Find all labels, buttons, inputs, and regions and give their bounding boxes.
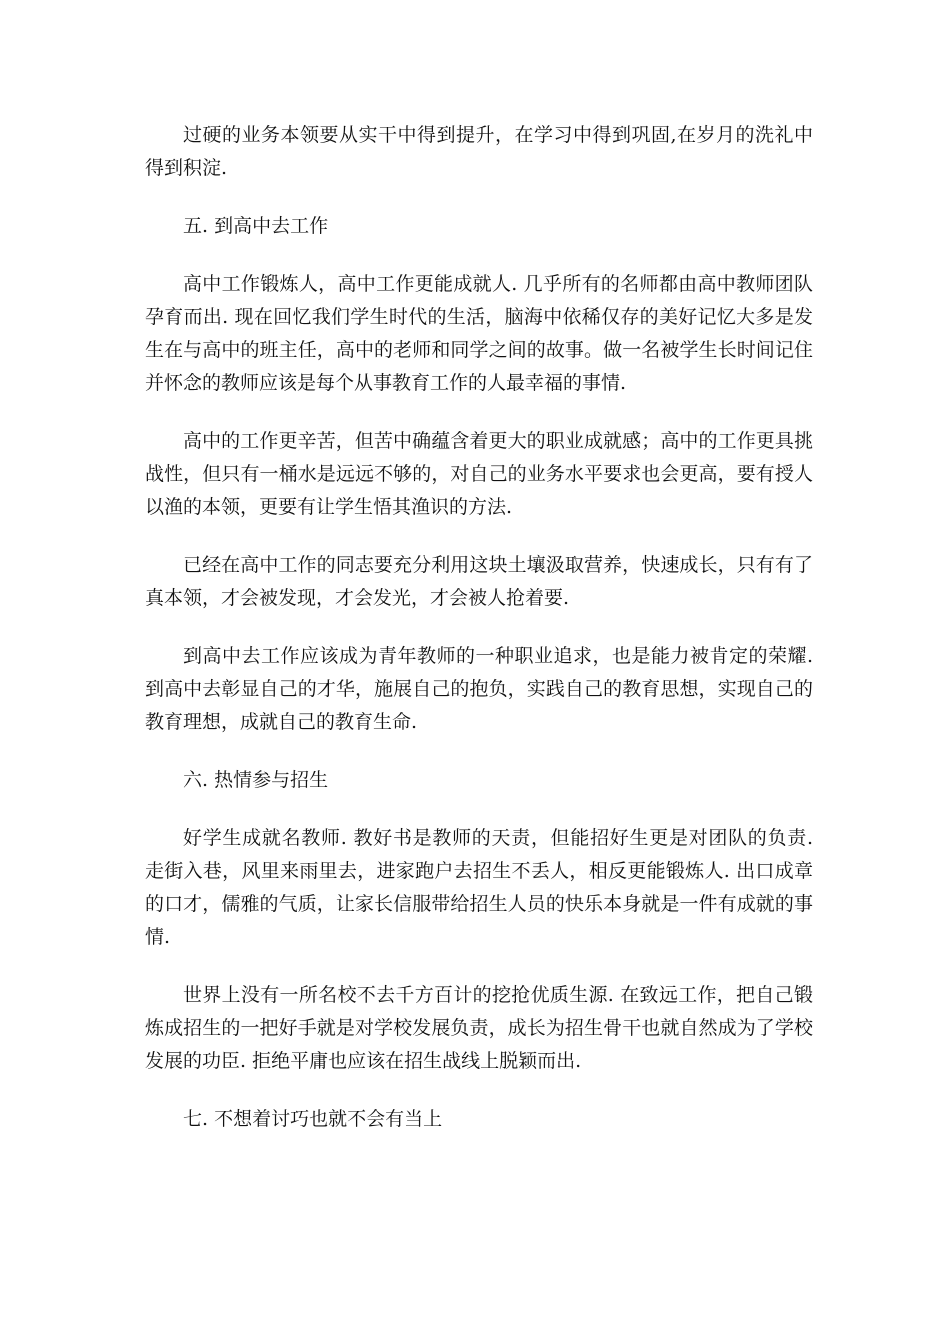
paragraph-skills: 过硬的业务本领要从实干中得到提升，在学习中得到巩固,在岁月的洗礼中得到积淀. (145, 124, 813, 179)
paragraph-high-school-growth: 高中工作锻炼人，高中工作更能成就人. 几乎所有的名师都由高中教师团队孕育而出. 现在回忆我们学生时代的生活，脑海中依稀仅存的美好记忆大多是发生在与高中的班主任，高中的老师和同学之间的故事。做一名被学生长时间记住并怀念的教师应该是每个从事教育工作的人最幸福的事情. (145, 273, 813, 394)
paragraph-quality-students: 世界上没有一所名校不去千方百计的挖抢优质生源. 在致远工作，把自己锻炼成招生的一把好手就是对学校发展负责，成长为招生骨干也就自然成为了学校发展的功臣. 拒绝平庸也应该在招生战线上脱颖而出. (145, 984, 813, 1072)
paragraph-recruitment: 好学生成就名教师. 教好书是教师的天责，但能招好生更是对团队的负责. 走街入巷，风里来雨里去，进家跑户去招生不丢人，相反更能锻炼人. 出口成章的口才，儒雅的气质，让家长信服带给招生人员的快乐本身就是一件有成就的事情. (145, 827, 813, 948)
document-page (145, 119, 813, 1161)
paragraph-high-school-challenge: 高中的工作更辛苦，但苦中确蕴含着更大的职业成就感；高中的工作更具挑战性，但只有一桶水是远远不够的，对自己的业务水平要求也会更高，要有授人以渔的本领，更要有让学生悟其渔识的方法. (145, 430, 813, 518)
paragraph-career-pursuit: 到高中去工作应该成为青年教师的一种职业追求，也是能力被肯定的荣耀. 到高中去彰显自己的才华，施展自己的抱负，实践自己的教育思想，实现自己的教育理想，成就自己的教育生命. (145, 645, 813, 733)
paragraph-current-staff: 已经在高中工作的同志要充分利用这块土壤汲取营养，快速成长，只有有了真本领，才会被发现，才会发光，才会被人抢着要. (145, 554, 813, 609)
section-heading-6: 六. 热情参与招生 (183, 769, 329, 791)
section-heading-5: 五. 到高中去工作 (183, 215, 329, 237)
section-heading-7: 七. 不想着讨巧也就不会有当上 (183, 1108, 443, 1130)
